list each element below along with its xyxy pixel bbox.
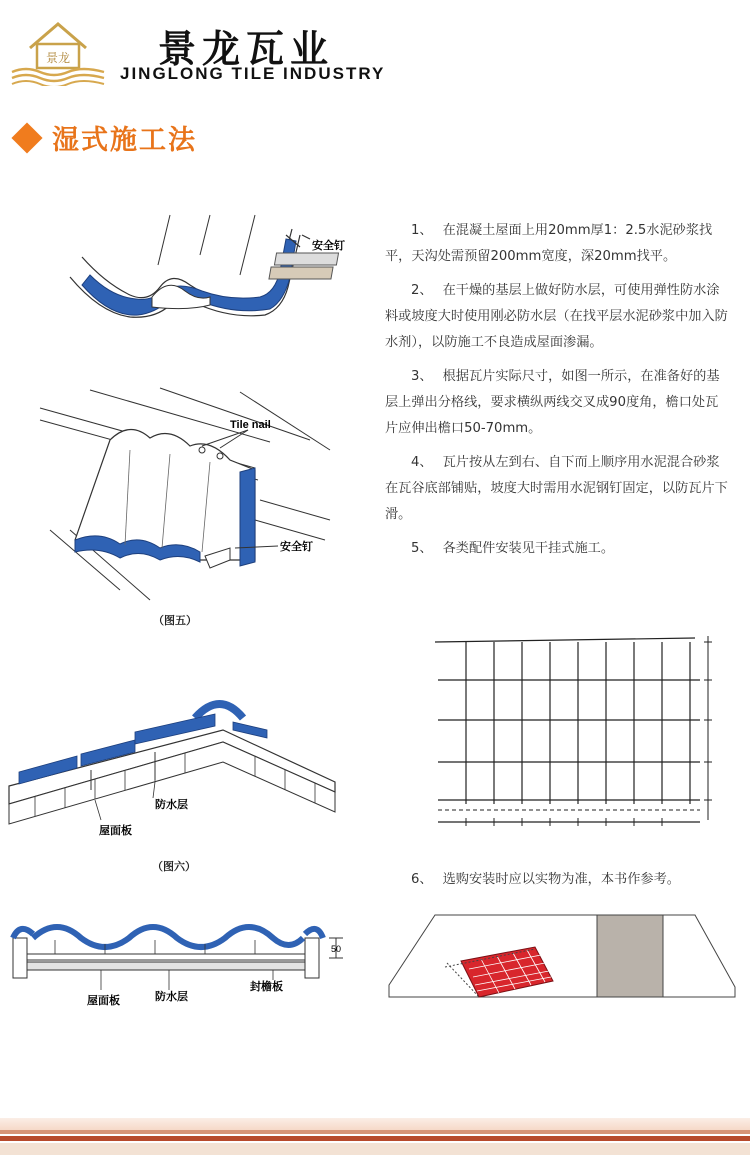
- label-tile-nail: Tile nail: [230, 419, 271, 431]
- step-5: 5、 各类配件安装见干挂式施工。: [411, 541, 615, 556]
- label-eave-board-7: 封檐板: [250, 981, 283, 993]
- section-title: 湿式施工法: [52, 125, 197, 156]
- footer-stripe: [0, 1136, 750, 1141]
- label-safety-nail-5: 安全钉: [280, 541, 313, 553]
- brand-name-en: JINGLONG TILE INDUSTRY: [120, 64, 386, 83]
- footer-stripe: [0, 1130, 750, 1134]
- label-waterproof-7: 防水层: [155, 991, 188, 1003]
- label-safety-nail-1: 安全钉: [312, 240, 345, 252]
- diamond-icon: [11, 122, 42, 153]
- note-6: 6、 选购安装时应以实物为准，本书作参考。: [411, 872, 680, 887]
- figure-tile-install: [30, 380, 350, 610]
- step-4: 4、 瓦片按从左到右、自下而上顺序用水泥混合砂浆在瓦谷底部铺贴，坡度大时需用水泥钢钉固定，以防瓦片下滑。: [385, 455, 728, 522]
- caption-fig5: （图五）: [153, 615, 197, 627]
- figure-ridge-section: [5, 690, 345, 840]
- caption-fig6: （图六）: [152, 861, 196, 873]
- steps-list: [385, 218, 730, 570]
- figure-eave-section: [5, 918, 360, 1018]
- brand-name-cn: 景龙瓦业: [158, 26, 335, 71]
- section-heading: [10, 118, 197, 157]
- figure-eave-detail: [60, 205, 350, 340]
- logo-house-icon: [8, 14, 108, 86]
- step-1: 1、 在混凝土屋面上用20mm厚1：2.5水泥砂浆找平，天沟处需预留200mm宽度，深20mm找平。: [385, 223, 713, 264]
- footer-stripe: [0, 1118, 750, 1130]
- step-2: 2、 在干燥的基层上做好防水层，可使用弹性防水涂料或坡度大时使用刚必防水层（在找平层水泥砂浆中加入防水剂），以防施工不良造成屋面渗漏。: [385, 283, 728, 350]
- label-dim-50: 50: [331, 944, 342, 954]
- figure-grid-layout: [430, 630, 720, 835]
- label-roof-board-6: 屋面板: [99, 825, 132, 837]
- step-3: 3、 根据瓦片实际尺寸，如图一所示，在准备好的基层上弹出分格线，要求横纵两线交叉成90度角，檐口处瓦片应伸出檐口50-70mm。: [385, 369, 720, 436]
- figure-house-roof: [385, 905, 740, 1015]
- footer-stripe: [0, 1143, 750, 1155]
- label-waterproof-6: 防水层: [155, 799, 188, 811]
- label-roof-board-7: 屋面板: [87, 995, 120, 1007]
- logo-text: 景龙: [45, 51, 71, 65]
